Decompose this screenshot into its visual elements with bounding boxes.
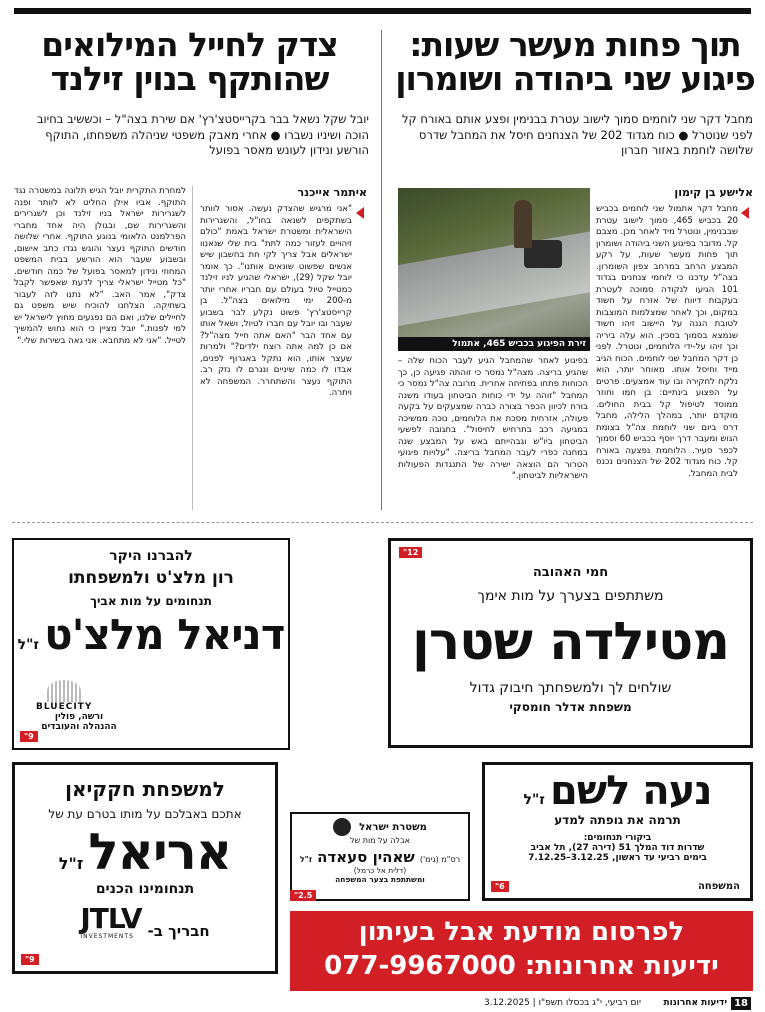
ad-size-tag: 9" <box>20 731 38 742</box>
ad-police-org: משטרת ישראל <box>359 821 427 833</box>
article1-photo <box>398 188 590 351</box>
ad-size-tag: 6" <box>491 881 509 892</box>
ad-size-tag: 9" <box>21 954 39 965</box>
ad-noa <box>482 762 753 901</box>
ad-ariel-line3: תנחומינו הכנים <box>95 881 195 897</box>
article2-subhead: יובל שקל נשאל בבר בקרייסטצ'רץ' אם שירת בצה"ל – וכששיב בחיוב הוכה ושיניו נשברו ● אחרי מאבק משפטי שניהלה משפחתו, התוקף הורשע ונידון לעונש מאסר בפועל <box>36 112 369 158</box>
ad-malach <box>12 538 290 750</box>
ad-malach-line3: תנחומים על מות אביך <box>90 594 212 608</box>
article2-headline: צדק לחייל המילואים שהותקף בנוין זילנד <box>41 25 338 98</box>
ad-noa-line2: ביקורי תנחומים: <box>583 833 652 843</box>
column-divider <box>192 186 193 510</box>
ad-malach-line2: רון מלצ'ט ולמשפחתו <box>68 568 234 588</box>
bluecity-icon <box>47 680 81 702</box>
ad-ariel-name: אריאל <box>88 823 232 881</box>
ad-size-tag: 2.5" <box>290 890 316 901</box>
page-number: 18 <box>731 997 751 1010</box>
ad-stern-name: מטילדה שטרן <box>411 612 730 672</box>
ad-ariel-sign: חבריך ב- <box>147 922 210 940</box>
ad-police-rank: רס"מ (גימ') <box>419 855 461 864</box>
ad-malach-line1: להברנו היקר <box>109 548 193 564</box>
ad-stern-line2: משתתפים בצערך על מות אימך <box>477 588 664 604</box>
article2-column-left: למחרת התקרית יובל הגיש תלונה במשטרה נגד התוקף. אביו אילן החליט לא לוותר ופנה לשגרירות ישראל בניו זילנד וכן לשגרירים והשגרירות שם, ובגולן היה אחד מחברי הפרלמנט הלאומי בנוגע התוקף. אחרי שלושה חודשים התוקף נעצר והוגש נגדו כתב אישום, ובשבוע שעבר הוא הורשע בבית המשפט המחוזי ונידון למאסר בפועל של כמה חודשים. "כל מטייל ישראלי צריך לדעת שאפשר לקבל צדק", אמר האב. "לא נתנו לזה לעבור בשתיקה. הצלחנו להוכיח שיש משפט גם לחיילים שלנו, ואם הם נפגעים מחוץ לישראל יש למי לפנות." יובל מציין כי הוא נחוש להמשיך לטייל. "אני לא מתחבא. אני גאה בשירות שלי." <box>14 186 186 346</box>
photo-soldier <box>514 200 532 248</box>
ad-stern-line1: חמי האהובה <box>532 565 609 580</box>
ad-stern-sign: משפחת אדלר חומסקי <box>509 700 632 714</box>
footer-date: יום רביעי, י"ג בכסלו תשפ"ו | 3.12.2025 <box>484 998 641 1008</box>
promo-line1: לפרסום מודעת אבל בעיתון <box>358 917 685 947</box>
red-arrow-icon <box>741 204 749 223</box>
jtlv-logo: JTLV INVESTMENTS <box>80 902 142 940</box>
footer-paper-name: ידיעות אחרונות <box>663 998 727 1008</box>
article1-subhead: מחבל דקר שני לוחמים סמוך לישוב עטרת בבנימין ופצע אותם באורח קל לפני שנוטרל ● כוח מגדוד 202 של הצנחנים חיסל את המחבל שדרס שלושה לוחמת באזור חברון <box>402 112 753 158</box>
police-emblem-icon <box>333 818 351 836</box>
ad-police <box>290 812 470 901</box>
ad-malach-sign: ורשה, פולין ההנהלה והעובדים <box>41 712 117 732</box>
ad-ariel-line1: למשפחת חקקיאן <box>65 777 225 801</box>
page-footer <box>14 997 751 1012</box>
red-arrow-icon <box>356 204 364 223</box>
ad-promo-banner <box>290 911 753 991</box>
ad-police-suffix: ז"ל <box>299 855 313 864</box>
ad-noa-line4: בימים רביעי עד ראשון, 3.12.25–7.12.25 <box>528 853 707 863</box>
ad-police-line3: ומשתתפת בצער המשפחה <box>335 875 425 884</box>
article2-byline: איתמר אייכנר <box>297 186 367 199</box>
bluecity-logo: BLUECITY <box>36 680 92 712</box>
ad-malach-suffix: ז"ל <box>17 637 39 653</box>
article1-column-left: בפיגוע לאחר שהמחבל הגיע לעבר הכוח שלה – שהגיע בריצה. מצה"ל נמסר כי זוהתה פגיעה כן, כך הכוחות פתחו בפתיחה אחרית. מרובה צה"ל נמסר כי המחבל "זוהה על ידי כוחות הביטחון בעודו משנה בורח לכיוון הכפר בצורה כברה שמצעקים על בקעה פעולה, אזרחית מסכת את הלוחמים, נוכה ממשיכה במגיעה רכב בתרחיש לחיסול". בתגובה לפשעי הביטחון ביו"ש וגבהייתם באש על המבצע שנה במחנה כפרי לעבר המחבל בריצה. "עלויות פיגועי הטרור הם הוצאה ישירה של התנגדות הפעולות הישראליות לביטחון." <box>398 356 588 482</box>
ad-malach-name: דניאל מלצ'ט <box>44 610 285 659</box>
ad-noa-name: נעה לשם <box>549 768 712 814</box>
ad-ariel-line2: אתכם באבלכם על מותו בטרם עת של <box>48 807 242 821</box>
article1-headline: תוך פחות מעשר שעות: פיגוע שני ביהודה ושומרון <box>395 25 755 98</box>
ad-stern-line3: שולחים לך ולמשפחתך חיבוק גדול <box>469 680 672 696</box>
article1-byline: אלישע בן קימון <box>674 186 753 199</box>
ad-ariel <box>12 762 278 974</box>
ad-police-name: שאהין סעאדה <box>317 848 415 866</box>
column-divider <box>381 30 382 510</box>
photo-caption: זירת הפיגוע בכביש 465, אתמול <box>398 337 590 351</box>
ad-noa-suffix: ז"ל <box>523 792 545 808</box>
ad-police-line2: (דלית אל כרמל) <box>353 866 407 875</box>
top-rule <box>14 8 751 14</box>
ad-noa-line3: שדרות דוד המלך 51 (דירה 27), תל אביב <box>530 843 705 853</box>
article2-column-right: "אני מרגיש שהצדק נעשה. אסור לוותר בשתקפים לשנאה בחו"ל, והשגרירות הישראלית ומשטרת ישראל באמת "כולם זיהויים לעזור כמה לתת" בית שלי שנאנוו ישראלים אבל צריך לקי חת בחשבון שיש אנשים שפשוט שונאים אותנו". כך אומר יובל שקל (29), ישראלי שהגיע לניו זילנד כמטייל טיול בעולם עם חבריו אחרי יותר מ-200 ימי מילואים בצה"ל. בן קרייסטצ'רץ' פשוט נקלע לבר בשבוע שעבר ובו יובל עם חברו לטיול, ושאל אותו עם אחד הבר "האם אתה חייל מצה"ל? אם כן למה אתה רוצח ילדים?" ולמרות שעצר אותו, הוא נתקל באגרוף לפנים, אבדו לו כמה שיניים ונגרם לו נזק רב. התוקף נעצר והשתחרר. המשפחה לא ויתרה. <box>200 204 352 399</box>
ad-noa-line1: תרמה את גופתה למדע <box>554 813 681 827</box>
promo-line2: ידיעות אחרונות: 077-9967000 <box>324 951 719 981</box>
article1-column-right: מחבל דקר אתמול שני לוחמים בכביש 20 בכביש 465, סמוך לישוב עטרת שבבנימין, ונוטרל מיד לאחר מכן. מצבם קל. מדובר בפיגוע השני ביהודה ושומרון תוך פחות מעשר שעות, על רקע המבצע הרחב במרחב צפון השומרון. בצה"ל עדכנו כי לוחמי צנחנים בגדוד 101 הגיעו לנקודה סמוכה לעטרת בעקבות דיווח של אזרח על חשוד במקום, וכך לאחר שמצלמות המוצבות לטובת הגנה על היישוב זיהו חשוד שנמצא בסמוך בסכין. הוא עלה ביריה וכך זיהו על-ידי הלוחמים, ונוטרל. לפני כן דקר המחבל שני לוחמים. הכוח הגיב מייד וחיסל אותו. מאוחר יותר, הוא נלקח לחקירה ובו עוד אמצעים. פרטים על הפצוע בינתיים: בן חמו וחוזר ממוסד לטיפול קל בבית החולים. מוקדם יותר, במהלך הלילה, מחבל דרס ביום שני לוחמת צה"ל בצומת הגוש ומעבר דרך יוסף בכביש 60 וסמוך לכפר סעיר. הלוחמת נפצעה באורח קל. כוח מגדוד 202 של הצנחנים נכנס לבית המחבל. <box>596 204 738 479</box>
ads-separator <box>12 522 753 523</box>
ad-noa-sign: המשפחה <box>697 881 740 892</box>
ad-size-tag: 12" <box>399 547 422 558</box>
ad-stern <box>388 538 753 748</box>
ad-ariel-suffix: ז"ל <box>58 854 84 873</box>
ad-police-line1: אבלה על מות של <box>349 836 410 845</box>
